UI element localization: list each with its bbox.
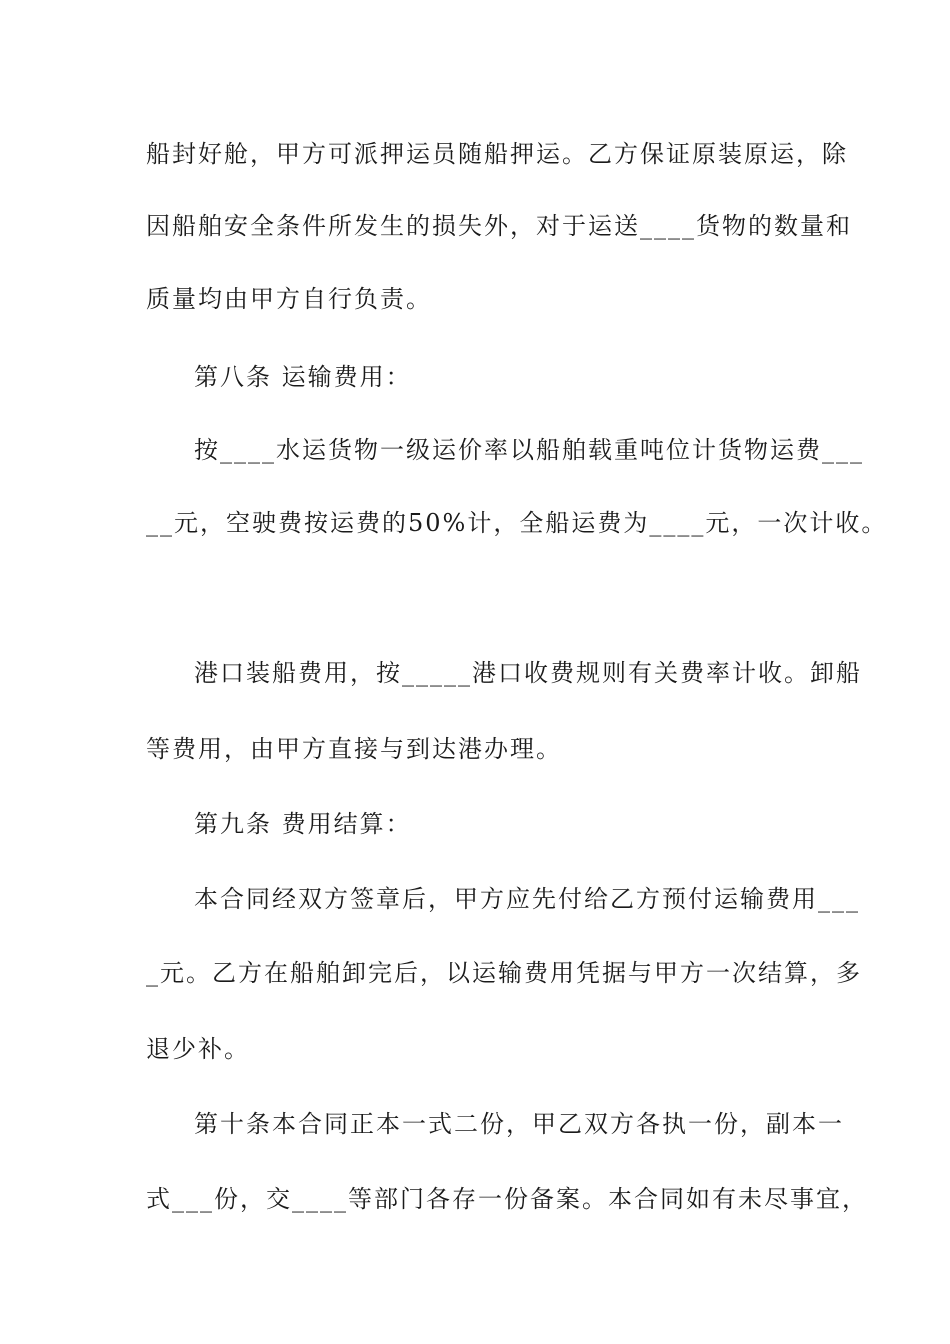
body-line-11: _元。乙方在船舶卸完后，以运输费用凭据与甲方一次结算，多 xyxy=(146,959,862,987)
article-9-heading: 第九条 费用结算： xyxy=(194,810,412,838)
article-8-heading: 第八条 运输费用： xyxy=(194,363,412,391)
body-line-2: 因船舶安全条件所发生的损失外，对于运送____货物的数量和 xyxy=(146,212,852,240)
body-line-6: __元，空驶费按运费的50%计，全船运费为____元，一次计收。 xyxy=(146,509,888,537)
body-line-7: 港口装船费用，按_____港口收费规则有关费率计收。卸船 xyxy=(194,659,862,687)
body-line-12: 退少补。 xyxy=(146,1035,250,1063)
body-line-3: 质量均由甲方自行负责。 xyxy=(146,285,432,313)
body-line-10: 本合同经双方签章后，甲方应先付给乙方预付运输费用___ xyxy=(194,885,860,913)
body-line-1: 船封好舱，甲方可派押运员随船押运。乙方保证原装原运，除 xyxy=(146,140,848,168)
body-line-5: 按____水运货物一级运价率以船舶载重吨位计货物运费___ xyxy=(194,436,864,464)
body-line-14: 式___份，交____等部门各存一份备案。本合同如有未尽事宜， xyxy=(146,1185,868,1213)
article-10-line: 第十条本合同正本一式二份，甲乙双方各执一份，副本一 xyxy=(194,1110,844,1138)
body-line-8: 等费用，由甲方直接与到达港办理。 xyxy=(146,735,562,763)
